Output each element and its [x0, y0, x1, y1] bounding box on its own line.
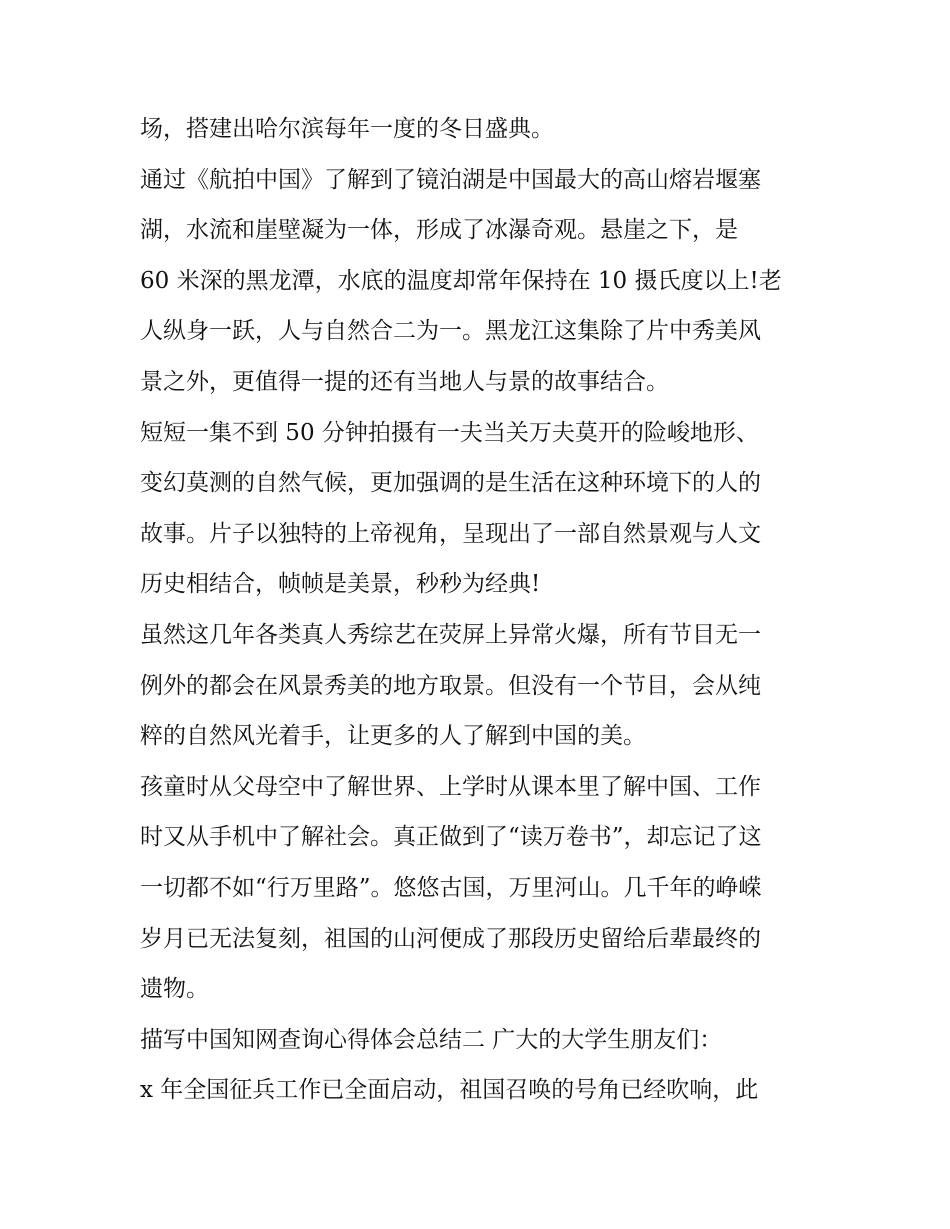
text-line: 短短一集不到 50 分钟拍摄有一夫当关万夫莫开的险峻地形、	[140, 419, 759, 446]
text-line: 场，搭建出哈尔滨每年一度的冬日盛典。	[140, 116, 554, 142]
text-line: 人纵身一跃，人与自然合二为一。黑龙江这集除了片中秀美风	[140, 318, 761, 345]
text-line: 故事。片子以独特的上帝视角，呈现出了一部自然景观与人文	[140, 520, 761, 547]
text-line: 历史相结合，帧帧是美景，秒秒为经典!	[140, 571, 541, 598]
document-body	[140, 104, 820, 1116]
text-line: 遗物。	[140, 976, 209, 1003]
text-line: 例外的都会在风景秀美的地方取景。但没有一个节目，会从纯	[140, 672, 761, 699]
text-line: 通过《航拍中国》了解到了镜泊湖是中国最大的高山熔岩堰塞	[140, 166, 761, 193]
text-line: 粹的自然风光着手，让更多的人了解到中国的美。	[140, 723, 646, 750]
text-line: 时又从手机中了解社会。真正做到了“读万卷书”，却忘记了这	[140, 824, 762, 851]
text-line: 一切都不如“行万里路”。悠悠古国，万里河山。几千年的峥嵘	[140, 874, 762, 901]
text-line: 景之外，更值得一提的还有当地人与景的故事结合。	[140, 368, 669, 395]
text-line: 岁月已无法复刻，祖国的山河便成了那段历史留给后辈最终的	[140, 925, 761, 952]
text-line: 60 米深的黑龙潭，水底的温度却常年保持在 10 摄氏度以上!老	[140, 267, 782, 294]
text-line: 描写中国知网查询心得体会总结二 广大的大学生朋友们：	[140, 1026, 723, 1053]
text-line: x 年全国征兵工作已全面启动，祖国召唤的号角已经吹响，此	[140, 1077, 759, 1104]
text-line: 孩童时从父母空中了解世界、上学时从课本里了解中国、工作	[140, 773, 761, 800]
text-line: 虽然这几年各类真人秀综艺在荧屏上异常火爆，所有节目无一	[140, 621, 761, 648]
text-line: 湖，水流和崖壁凝为一体，形成了冰瀑奇观。悬崖之下，是	[140, 217, 738, 244]
text-line: 变幻莫测的自然气候，更加强调的是生活在这种环境下的人的	[140, 470, 761, 497]
